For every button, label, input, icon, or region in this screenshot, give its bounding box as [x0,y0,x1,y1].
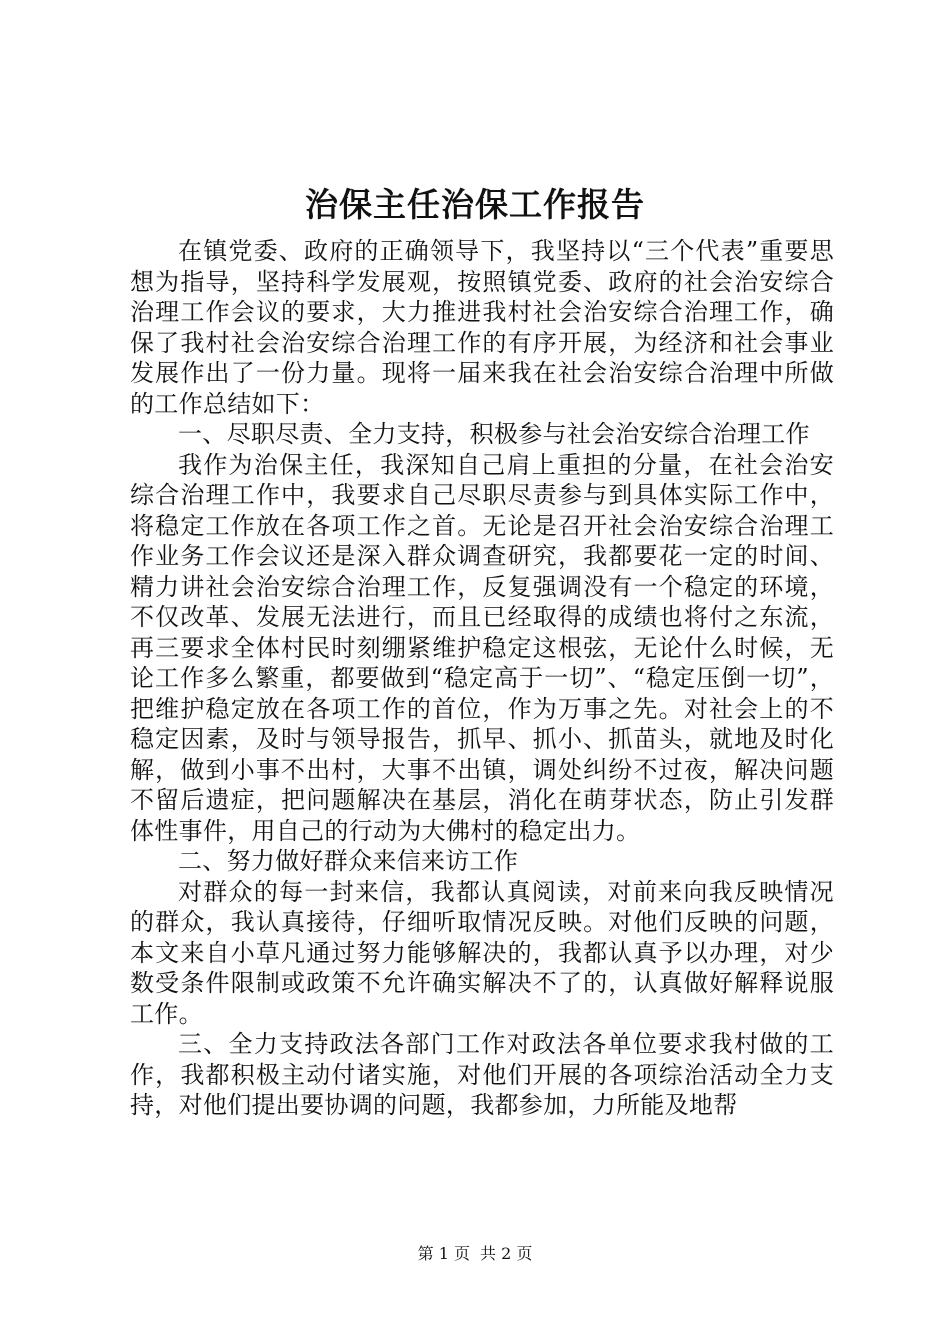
page-total: 共 2 页 [480,1244,533,1263]
document-body [130,236,834,1121]
paragraph-section-2: 对群众的每一封来信，我都认真阅读，对前来向我反映情况的群众，我认真接待，仔细听取情况反映。对他们反映的问题，本文来自小草凡通过努力能够解决的，我都认真予以办理，对少数受条件限制或政策不允许确实解决不了的，认真做好解释说服工作。 [130,877,834,1028]
page-footer [0,1243,950,1265]
section-heading-1: 一、尽职尽责、全力支持，积极参与社会治安综合治理工作 [178,420,810,448]
section-heading-2: 二、努力做好群众来信来访工作 [178,847,519,875]
paragraph-intro: 在镇党委、政府的正确领导下，我坚持以“三个代表”重要思想为指导，坚持科学发展观，按照镇党委、政府的社会治安综合治理工作会议的要求，大力推进我村社会治安综合治理工作，确保了我村社会治安综合治理工作的有序开展，为经济和社会事业发展作出了一份力量。现将一届来我在社会治安综合治理中所做的工作总结如下： [130,237,834,418]
document-title: 治保主任治保工作报告 [305,185,645,224]
paragraph-section-1: 我作为治保主任，我深知自己肩上重担的分量，在社会治安综合治理工作中，我要求自己尽职尽责参与到具体实际工作中，将稳定工作放在各项工作之首。无论是召开社会治安综合治理工作业务工作会议还是深入群众调查研究，我都要花一定的时间、精力讲社会治安综合治理工作，反复强调没有一个稳定的环境，不仅改革、发展无法进行，而且已经取得的成绩也将付之东流，再三要求全体村民时刻绷紧维护稳定这根弦，无论什么时候，无论工作多么繁重，都要做到“稳定高于一切”、“稳定压倒一切”，把维护稳定放在各项工作的首位，作为万事之先。对社会上的不稳定因素，及时与领导报告，抓早、抓小、抓苗头，就地及时化解，做到小事不出村，大事不出镇，调处纠纷不过夜，解决问题不留后遗症，把问题解决在基层，消化在萌芽状态，防止引发群体性事件，用自己的行动为大佛村的稳定出力。 [130,450,834,845]
page-number: 第 1 页 [417,1244,470,1263]
paragraph-section-3: 三、全力支持政法各部门工作对政法各单位要求我村做的工作，我都积极主动付诸实施，对他们开展的各项综治活动全力支持，对他们提出要协调的问题，我都参加，力所能及地帮 [130,1030,834,1119]
